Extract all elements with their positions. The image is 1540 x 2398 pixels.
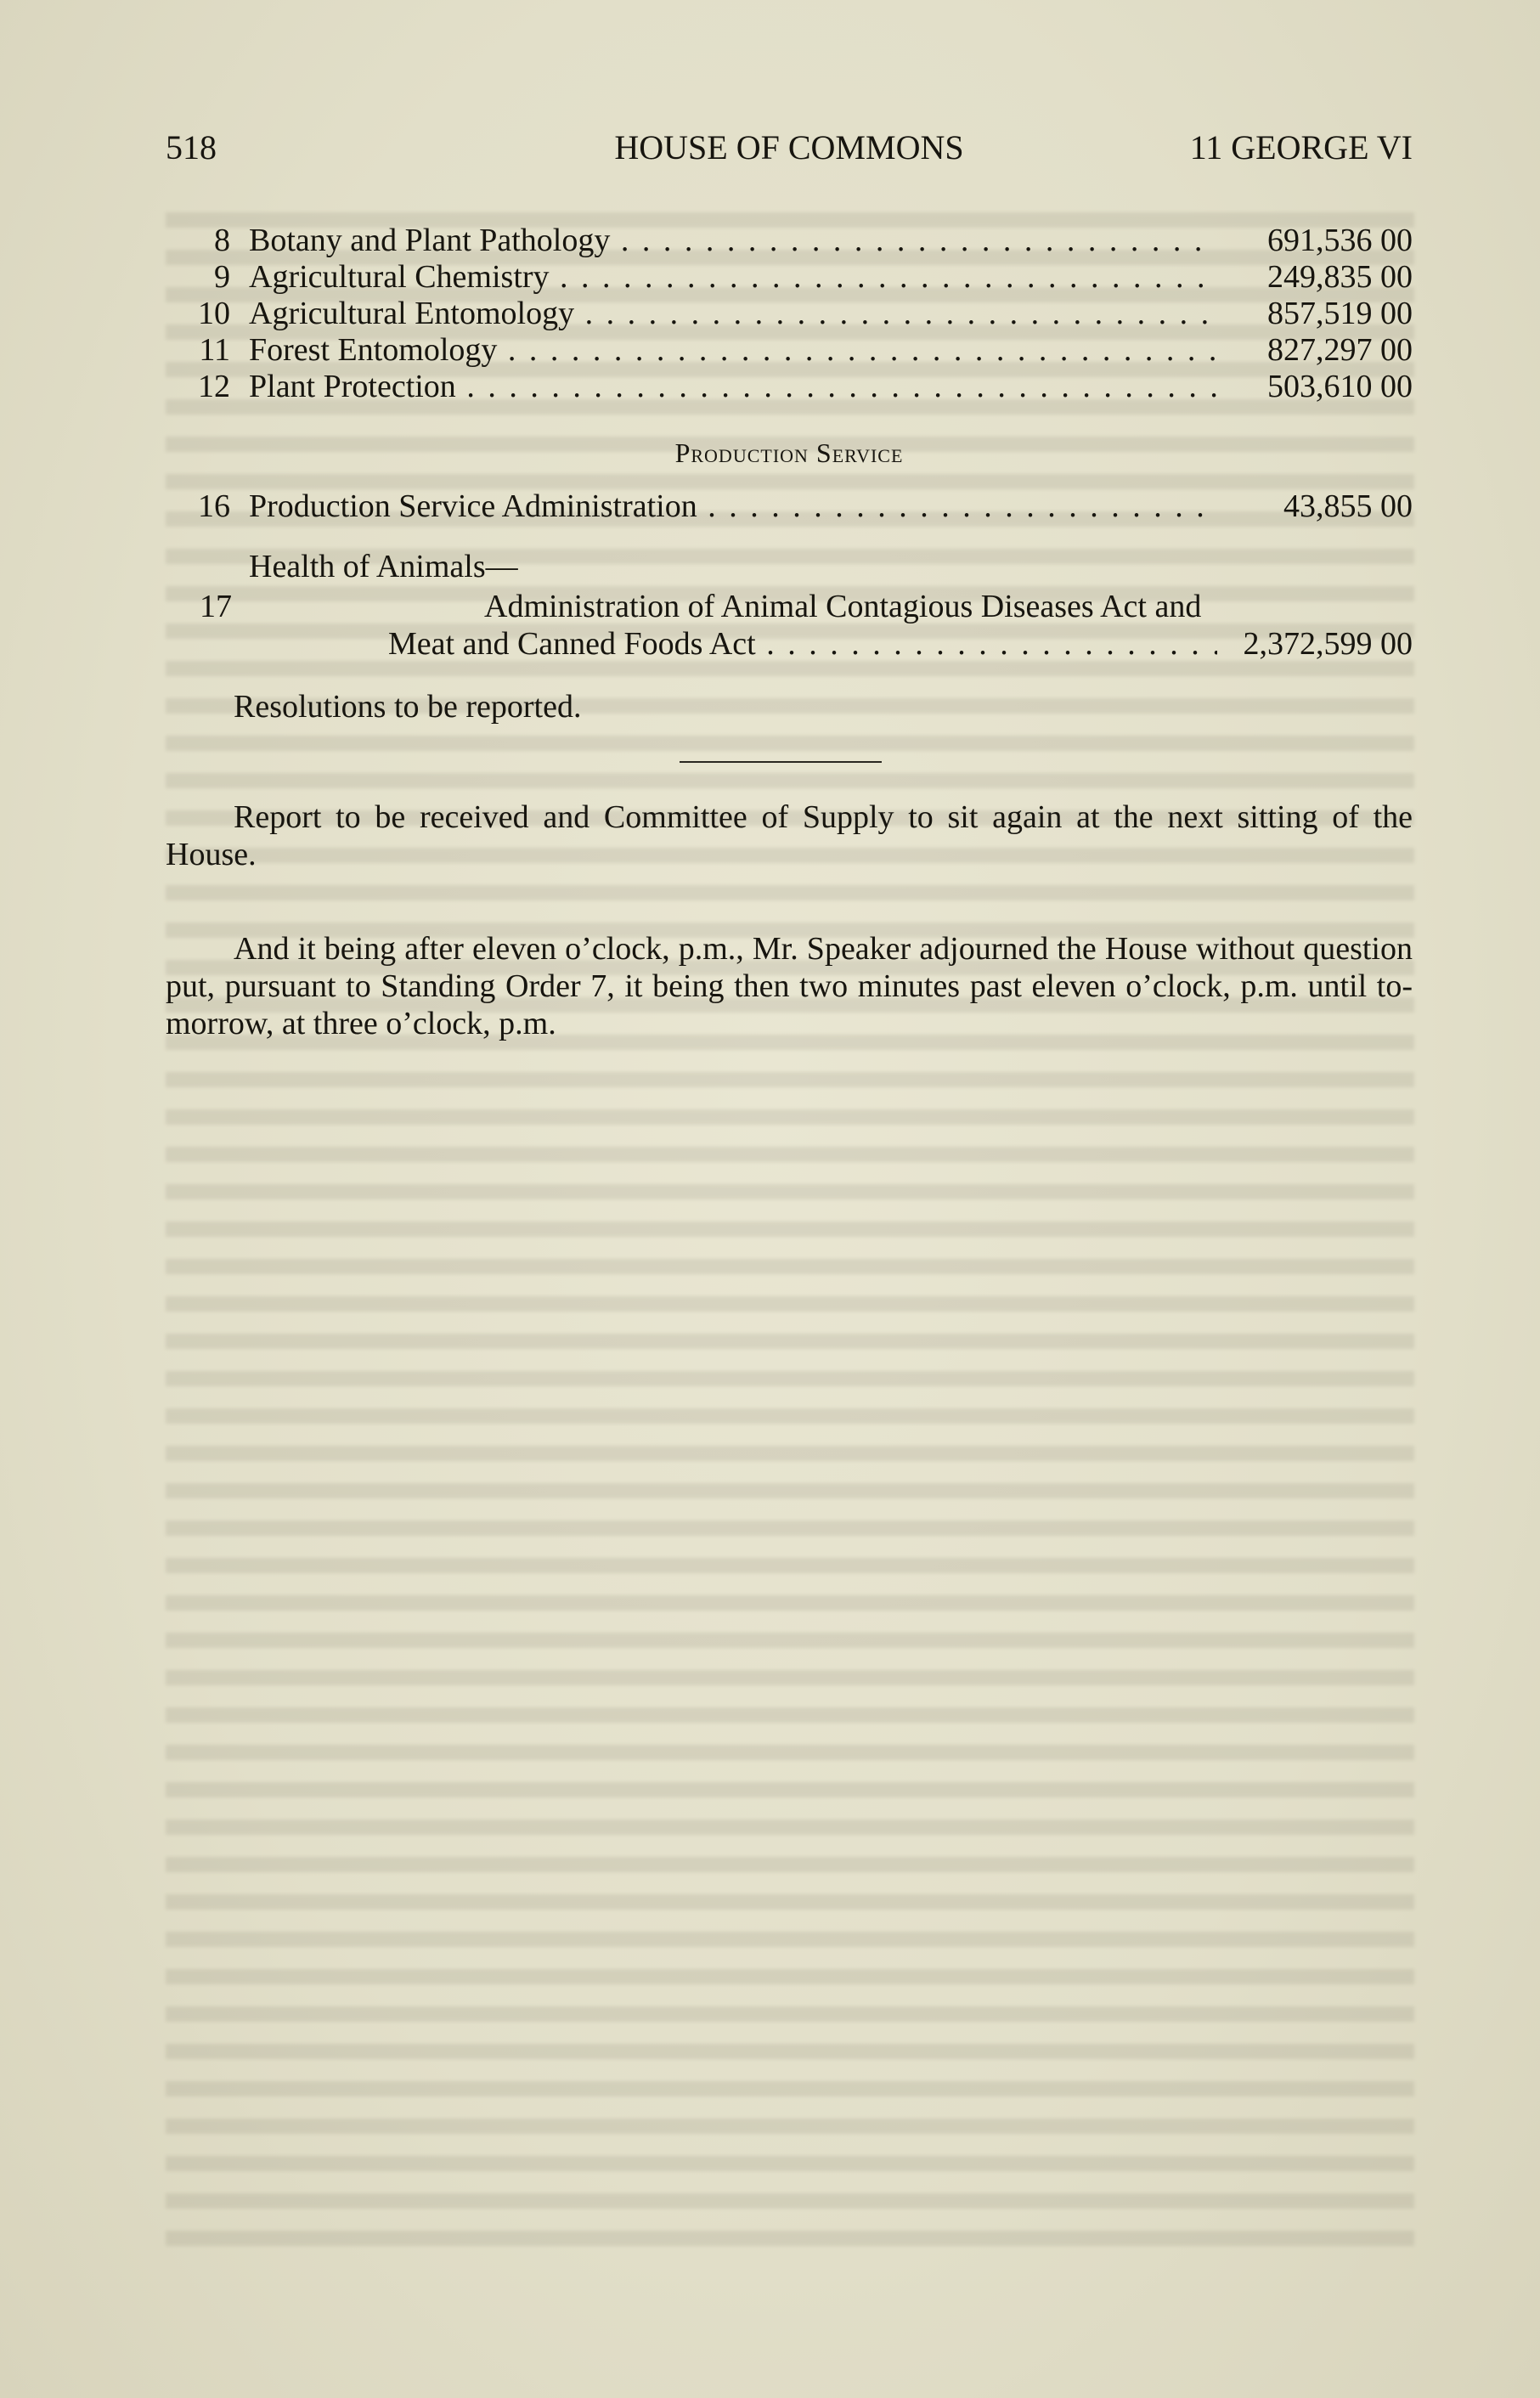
item-label-line-1: Administration of Animal Contagious Diseases Act and: [484, 589, 1202, 624]
item-number: 9: [214, 259, 230, 295]
subheading: Health of Animals—: [249, 549, 518, 584]
list-item: [166, 259, 1413, 296]
divider: [680, 761, 882, 763]
item-number: 8: [214, 223, 230, 258]
paragraph: And it being after eleven o’clock, p.m., Mr. Speaker adjourned the House without question put, pursuant to Standing Order 7, it being then two minutes past eleven o’clock, p.m. until to-morrow, at three o’clock, p.m.: [166, 931, 1413, 1041]
item-amount: 249,835 00: [1267, 259, 1413, 295]
production-list: [166, 488, 1413, 525]
item-amount: 827,297 00: [1267, 332, 1413, 368]
item-amount: 43,855 00: [1283, 488, 1413, 524]
item-label: Forest Entomology . . .: [249, 332, 1217, 369]
list-item: [166, 332, 1413, 369]
page-number: 518: [166, 128, 217, 166]
section-heading: Production Service: [674, 437, 904, 468]
item-number: 16: [198, 488, 230, 524]
estimates-list: [166, 223, 1413, 405]
page-title: HOUSE OF COMMONS: [614, 128, 964, 166]
item-label: Plant Protection . . .: [249, 369, 1217, 405]
list-item: [166, 296, 1413, 332]
list-item: [166, 589, 1413, 625]
item-label: Agricultural Chemistry . . .: [249, 259, 1217, 296]
item-amount: 2,372,599 00: [1243, 626, 1413, 662]
list-item: [166, 488, 1413, 525]
item-label: Agricultural Entomology . . .: [249, 296, 1217, 332]
item-amount: 503,610 00: [1267, 369, 1413, 404]
list-item-continuation: [166, 626, 1413, 663]
item-label: Botany and Plant Pathology . . .: [249, 223, 1217, 259]
paragraph: Report to be received and Committee of Supply to sit again at the next sitting of the House.: [166, 799, 1413, 872]
list-item: [166, 223, 1413, 259]
item-amount: 857,519 00: [1267, 296, 1413, 331]
page-header: [166, 127, 1413, 168]
item-number: 12: [198, 369, 230, 404]
list-item: [166, 369, 1413, 405]
regnal-year: 11 GEORGE VI: [1189, 128, 1413, 166]
item-number: 11: [199, 332, 230, 368]
item-label-line-2: Meat and Canned Foods Act . . .: [388, 626, 1217, 663]
item-amount: 691,536 00: [1267, 223, 1413, 258]
item-number: 10: [198, 296, 230, 331]
item-number: 17: [200, 589, 232, 624]
item-label: Production Service Administration . . .: [249, 488, 1217, 525]
resolutions-note: Resolutions to be reported.: [234, 689, 582, 725]
